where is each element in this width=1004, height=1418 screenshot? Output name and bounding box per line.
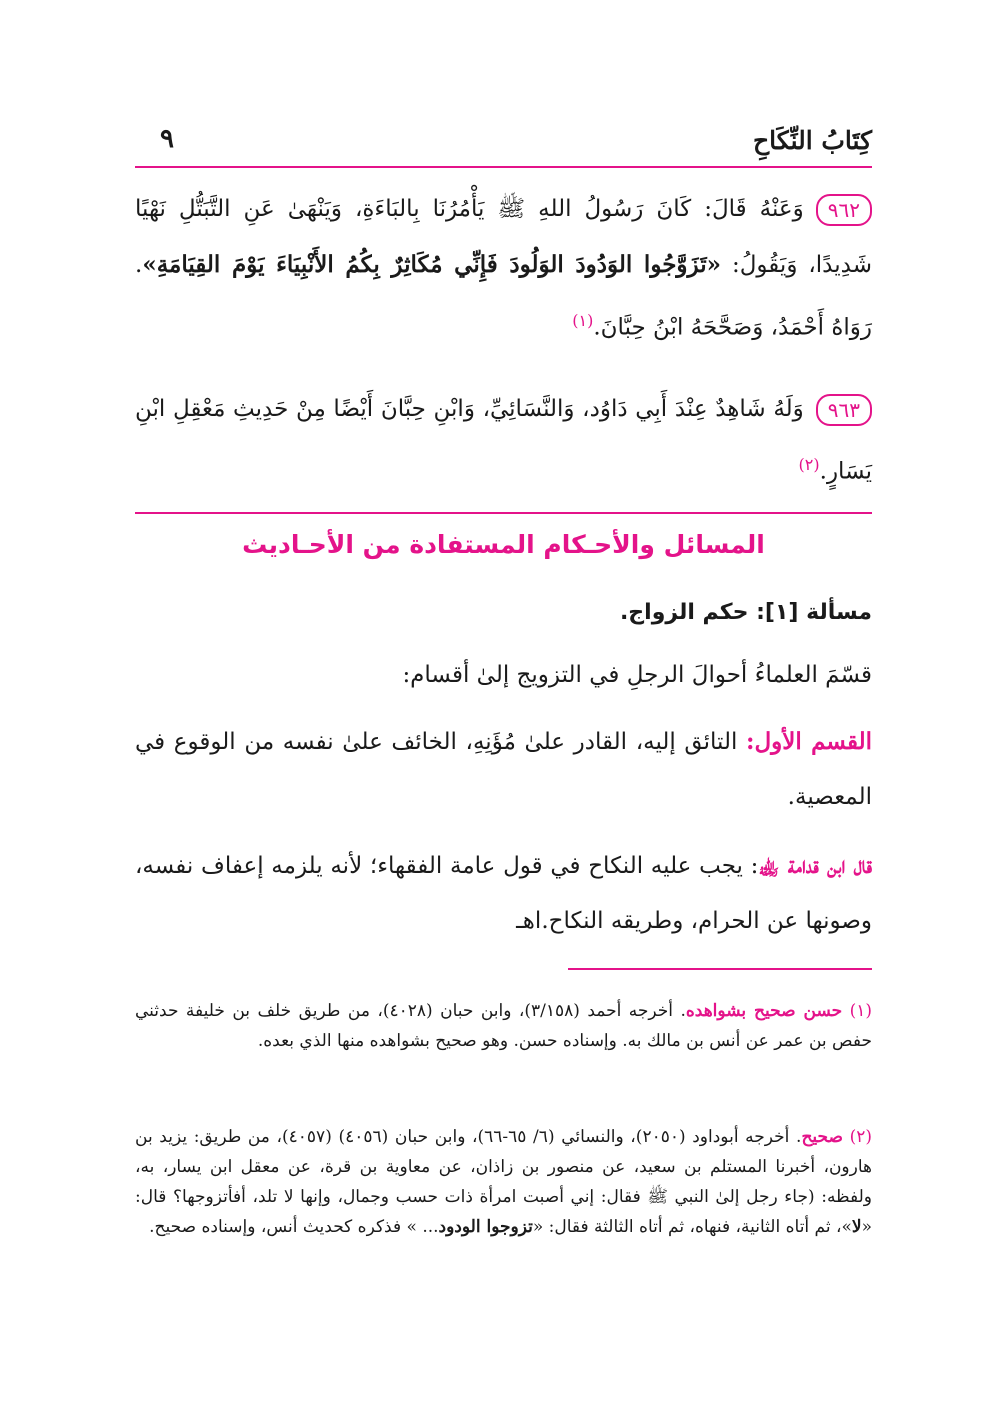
footnote-number: (١): [849, 1001, 873, 1021]
quote-label: قال ابن قدامة ﵀: [758, 852, 872, 879]
issue-heading: [620, 600, 872, 625]
hadith-number-badge: ٩٦٣: [816, 394, 872, 426]
quote-text: : يجب عليه النكاح في قول عامة الفقهاء؛ لأنه يلزمه إعفاف نفسه، وصونها عن الحرام، وطريقه النكاح.اهـ: [135, 853, 872, 934]
hadith-962: [135, 182, 872, 356]
section1-text: التائق إليه، القادر علىٰ مُؤَنِهِ، الخائف علىٰ نفسه من الوقوع في المعصية.: [135, 729, 872, 810]
header-rule: [135, 166, 872, 168]
footnote-quote: تزوجوا الودود: [438, 1217, 533, 1237]
intro-paragraph: قسّمَ العلماءُ أحوالَ الرجلِ في التزويج إلىٰ أقسام:: [402, 662, 872, 688]
page-number: ٩: [160, 124, 174, 154]
quote-paragraph: [135, 838, 872, 949]
issue-label: مسألة [١]:: [756, 600, 872, 625]
footnote-text-2: »، ثم أتاه الثانية، فنهاه، ثم أتاه الثالثة فقال: «: [532, 1217, 852, 1237]
footnote-rule: [568, 968, 872, 970]
footnote-grade: حسن صحيح بشواهده: [685, 1001, 843, 1021]
footnote-text-3: ... » فذكره كحديث أنس، وإسناده صحيح.: [149, 1217, 439, 1237]
section1-label: القسم الأول:: [745, 728, 872, 755]
section1-paragraph: [135, 714, 872, 825]
hadith-text: وَعَنْهُ قَالَ: كَانَ رَسُولُ اللهِ ﷺ يَأْمُرُنَا بِالبَاءَةِ، وَيَنْهَىٰ عَنِ التَّبَتُّلِ نَهْيًا شَدِيدًا، وَيَقُولُ:: [135, 196, 872, 278]
hadith-quote: «تَزَوَّجُوا الوَدُودَ الوَلُودَ فَإِنِّي مُكَاثِرٌ بِكُمُ الأَنْبِيَاءَ يَوْمَ القِيَامَةِ»: [142, 251, 721, 278]
issue-title: حكم الزواج.: [619, 600, 749, 625]
hadith-963: [135, 382, 872, 500]
footnote-1: [135, 996, 872, 1056]
hadith-number-badge: ٩٦٢: [816, 194, 872, 226]
footnote-ref-2[interactable]: (٢): [798, 455, 820, 474]
hadith-text-end: . رَوَاهُ أَحْمَدُ، وَصَحَّحَهُ ابْنُ حِبَّانَ.: [135, 252, 872, 341]
footnote-2: [135, 1122, 872, 1242]
section-rule: [135, 512, 872, 514]
footnote-grade: صحيح: [801, 1127, 843, 1147]
hadith-text: وَلَهُ شَاهِدٌ عِنْدَ أَبِي دَاوُد، وَالنَّسَائِيِّ، وَابْنِ حِبَّانَ أَيْضًا مِنْ حَدِيثِ مَعْقِلِ ابْنِ يَسَارٍ.: [135, 396, 872, 485]
footnote-quote-la: لا: [851, 1217, 862, 1237]
footnote-text: . أخرجه أحمد (٣/١٥٨)، وابن حبان (٤٠٢٨)، من طريق خلف بن خليفة حدثني حفص بن عمر عن أنس بن مالك به. وإسناده حسن. وهو صحيح بشواهده منها الذي بعده.: [135, 1001, 872, 1051]
running-header-title: كِتَابُ النِّكَاحِ: [753, 126, 872, 155]
footnote-text: . أخرجه أبوداود (٢٠٥٠)، والنسائي (٦/ ٦٥-٦٦)، وابن حبان (٤٠٥٦) (٤٠٥٧)، من طريق: يزيد بن هارون، أخبرنا المستلم بن سعيد، عن منصور بن زاذان، عن معاوية بن قرة، عن معقل ابن يسار، به، ولفظه: (جاء رجل إلىٰ النبي ﷺ فقال: إني أصبت امرأة ذات حسب وجمال، وإنها لا تلد، أفأتزوجها؟ قال: «: [135, 1127, 872, 1237]
section-title: المسائل والأحـكام المستفادة من الأحـاديث: [242, 530, 765, 559]
footnote-number: (٢): [849, 1127, 872, 1147]
footnote-ref-1[interactable]: (١): [572, 311, 594, 330]
